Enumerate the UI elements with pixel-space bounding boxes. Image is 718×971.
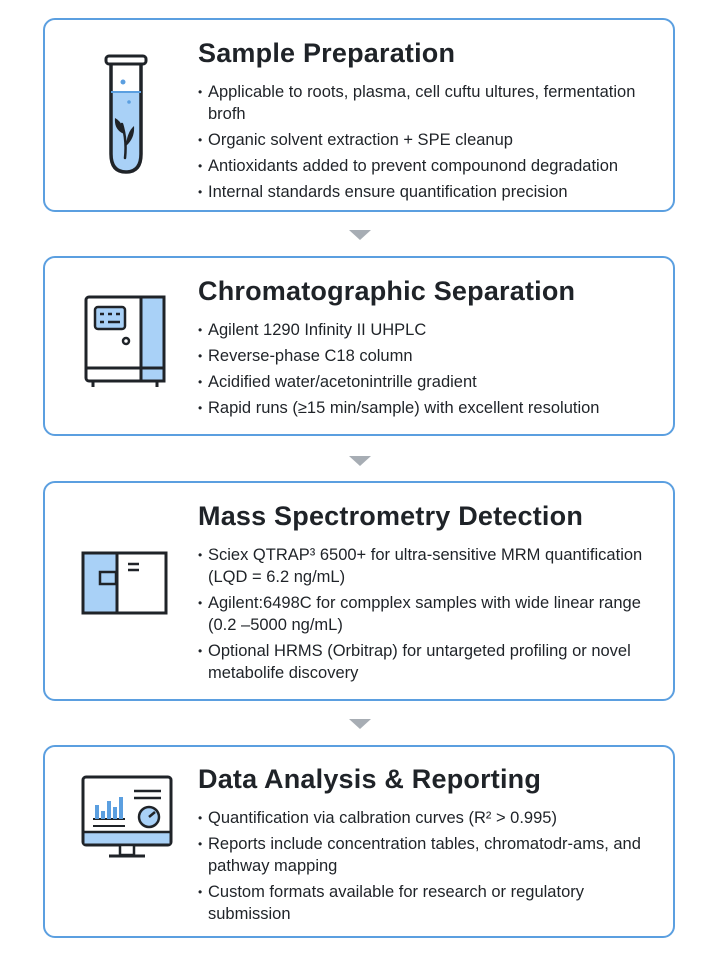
bullet-item: • Rapid runs (≥15 min/sample) with excellent resolution [198,397,655,419]
step-card-mass-spectrometry-detection [43,481,675,701]
card-title: Sample Preparation [198,38,456,68]
bullet-item: • Agilent:6498C for compplex samples with wide linear range (0.2 –5000 ng/mL) [198,592,655,636]
step-card-data-analysis-reporting [43,745,675,938]
bullet-item: • Optional HRMS (Orbitrap) for untargeted profiling or novel metabolife discovery [198,640,655,684]
bullet-list [198,544,655,688]
bullet-item: • Internal standards ensure quantification precision [198,181,655,203]
bullet-list [198,807,655,929]
mass-spectrometer-icon [81,545,171,655]
bullet-item: • Organic solvent extraction + SPE cleanup [198,129,655,151]
bullet-item: • Sciex QTRAP³ 6500+ for ultra-sensitive MRM quantification (LQD = 6.2 ng/mL) [198,544,655,588]
card-title: Mass Spectrometry Detection [198,501,584,531]
step-card-sample-preparation [43,18,675,212]
bullet-item: • Quantification via calbration curves (R² > 0.995) [198,807,655,829]
step-card-chromatographic-separation [43,256,675,436]
flow-arrow-down-icon [349,719,371,729]
bullet-list [198,319,655,423]
flow-arrow-down-icon [349,230,371,240]
bullet-item: • Applicable to roots, plasma, cell cuftu ultures, fermentation brofh [198,81,655,125]
test-tube-icon [81,54,171,164]
hplc-instrument-icon [81,294,171,404]
flow-arrow-down-icon [349,456,371,466]
bullet-item: • Acidified water/acetonintrille gradient [198,371,655,393]
bullet-list [198,81,655,207]
bullet-item: • Reports include concentration tables, chromatodr-ams, and pathway mapping [198,833,655,877]
bullet-item: • Agilent 1290 Infinity II UHPLC [198,319,655,341]
bullet-item: • Antioxidants added to prevent compounond degradation [198,155,655,177]
monitor-chart-icon [81,775,171,885]
card-title: Data Analysis & Reporting [198,764,542,794]
card-title: Chromatographic Separation [198,276,576,306]
bullet-item: • Reverse-phase C18 column [198,345,655,367]
bullet-item: • Custom formats available for research or regulatory submission [198,881,655,925]
